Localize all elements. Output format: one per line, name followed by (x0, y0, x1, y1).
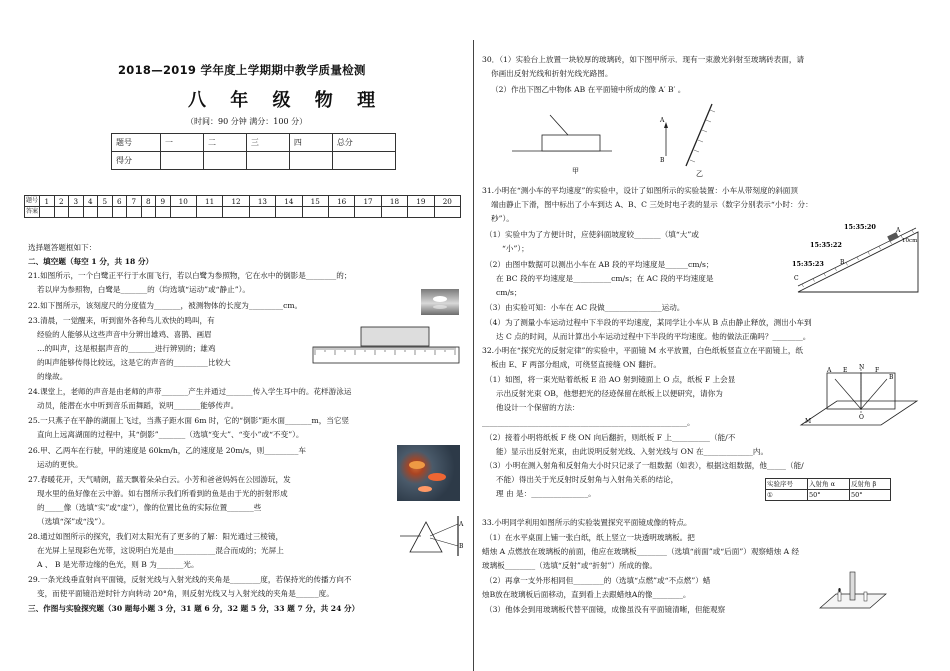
answer-cell[interactable] (249, 207, 275, 218)
q32-line2: 板由 E、F 两部分组成，可绕竖直接缝 ON 翻折。 (491, 360, 662, 369)
score-cell: 总分 (332, 134, 395, 152)
ramp-label-c: C (794, 275, 799, 282)
q24-line1: 24.课堂上，老师的声音是由老师的声带_______产生并通过_______传入学生耳中的。花样游泳运 (28, 387, 352, 396)
q22: 22.如下图所示，该刻度尺的分度值为_______，被测物体的长度为_________cm。 (28, 301, 303, 310)
answer-number: 1 (40, 196, 55, 207)
q26-line2: 运动的更快。 (37, 460, 83, 469)
q28-line2: 在光屏上呈现彩色光带，这说明白光是由___________混合而成的；光屏上 (37, 546, 284, 555)
left-column (25, 0, 465, 671)
score-cell: 二 (203, 134, 246, 152)
q28-line1: 28.通过如图所示的探究，我们对太阳光有了更多的了解：阳光通过三棱镜， (28, 532, 284, 541)
answer-cell[interactable] (196, 207, 222, 218)
q31-line2: 端由静止下滑，图中标出了小车到达 A、B、C 三处时电子表的显示（数字分别表示“小时：分： (491, 200, 813, 209)
time-a: 15:35:20 (844, 223, 876, 231)
reflect-label-n: N (859, 364, 865, 371)
answer-label: 答案 (25, 207, 40, 218)
q29-line2: 变，而使平面镜沿逆时针方向转动 20°角，则反射光线又与入射光线的夹角是______度。 (37, 589, 334, 598)
q23-line3: …的叫声，这是根据声音的_______进行辨别的；雄鸡 (37, 344, 216, 353)
answer-cell[interactable] (223, 207, 249, 218)
answer-cell[interactable] (328, 207, 354, 218)
q29-line1: 29.一条光线垂直射向平面镜，反射光线与入射光线的夹角是________度，若保持光的传播方向不 (28, 575, 352, 584)
answer-cell[interactable] (170, 207, 196, 218)
score-cell: 一 (161, 134, 204, 152)
reflect-label-m: M (805, 418, 812, 425)
score-cell: 四 (289, 134, 332, 152)
q32-part1c: 他设计一个保留的方法： (496, 403, 580, 412)
ruler-figure (311, 325, 461, 367)
answer-number: 13 (249, 196, 275, 207)
q31-part3: （3）由实验可知：小车在 AC 段做_______________运动。 (485, 303, 685, 312)
angle-cell: ① (766, 490, 808, 501)
answer-cell[interactable] (276, 207, 302, 218)
q32-part2b: 能）显示出反射光束，由此说明反射光线、入射光线与 ON 在_____________内。 (496, 447, 769, 456)
answer-number: 16 (328, 196, 354, 207)
q27-line1: 27.春暖花开，天气晴朗，蓝天飘着朵朵白云。小芳和爸爸妈妈在公园游玩，发 (28, 475, 291, 484)
answer-number: 17 (355, 196, 381, 207)
q27-line2: 现水里的鱼好像在云中游。如右图所示我们所看到的鱼是由于光的折射形成 (37, 489, 288, 498)
ramp-tick (846, 262, 848, 265)
reflect-label-b: B (889, 374, 894, 381)
ramp-tick (835, 268, 837, 271)
answer-number: 20 (434, 196, 460, 207)
prism-figure (400, 510, 464, 560)
answer-number: 5 (98, 196, 113, 207)
answer-cell[interactable] (408, 207, 434, 218)
candle-figure (818, 566, 888, 614)
heron-photo (421, 289, 459, 315)
answer-label: 题号 (25, 196, 40, 207)
angle-header: 入射角 α (808, 479, 850, 490)
q23-line2: 经验的人能够从这些声音中分辨出雄鸡、喜鹊、画眉 (37, 330, 212, 339)
answer-number: 14 (276, 196, 302, 207)
answer-cell[interactable] (112, 207, 127, 218)
q23-line5: 的缘故。 (37, 372, 68, 381)
ramp-label-a: A (896, 227, 901, 234)
prism-label-b: B (459, 543, 464, 550)
answer-number: 15 (302, 196, 328, 207)
q24-line2: 动员，能潜在水中听到音乐而舞蹈，说明_______能够传声。 (37, 401, 239, 410)
score-cell: 得分 (112, 152, 161, 170)
q33-part1a: （1）在水平桌面上铺一张白纸，纸上竖立一块透明玻璃板。把 (485, 533, 695, 542)
q31-part2b: 在 BC 段的平均速度是__________cm/s；在 AC 段的平均速度是 (496, 274, 714, 283)
angle-header: 实验序号 (766, 479, 808, 490)
ramp-unit: 10cm (902, 238, 918, 244)
answer-cell[interactable] (355, 207, 381, 218)
answer-cell[interactable] (54, 207, 69, 218)
answer-cell[interactable] (40, 207, 55, 218)
answer-number: 8 (141, 196, 156, 207)
answer-number: 4 (83, 196, 98, 207)
q33-part1b: 蜡烛 A 点燃放在玻璃板的前面，他应在玻璃板________（选填“前面”或“后面”）观察蜡烛 A 经 (482, 547, 800, 556)
answer-number: 12 (223, 196, 249, 207)
score-value-row (112, 152, 396, 170)
fig-yi-label: 乙 (696, 170, 703, 178)
q30-line3: （2）作出下图乙中物体 AB 在平面镜中所成的像 A′ B′ 。 (491, 85, 686, 94)
time-b: 15:35:22 (810, 241, 842, 249)
answer-number: 11 (196, 196, 222, 207)
answer-number: 6 (112, 196, 127, 207)
q32-part3b: 不能）得出关于光反射时反射角与入射角关系的结论， (496, 475, 679, 484)
q30-line2: 你画出反射光线和折射光线光路图。 (491, 69, 613, 78)
ramp-tick (857, 257, 859, 260)
q31-part1b: “小”）； (502, 244, 529, 253)
answer-blank-row (25, 207, 461, 218)
q32-part3a: （3）小明在测入射角和反射角大小时只记录了一组数据（如表），根据这组数据，他_____（能/ (485, 461, 804, 470)
object-label-a: A (660, 117, 665, 124)
section-3-heading: 三、作图与实验探究题（30 题每小题 3 分，31 题 6 分，32 题 5 分，33 题 7 分，共 24 分） (28, 604, 360, 613)
fig-jia-label: 甲 (572, 167, 579, 175)
score-input[interactable] (246, 152, 289, 170)
answer-number: 7 (127, 196, 142, 207)
reflect-label-e: E (843, 367, 848, 374)
mirror-figure (660, 100, 730, 180)
ramp-tick (879, 246, 881, 249)
angle-cell: 50° (849, 490, 890, 501)
q32-part2a: （2）接着小明将纸板 F 绕 ON 向后翻折，则纸板 F 上__________（能/不 (485, 433, 736, 442)
glass-block-figure (512, 105, 612, 175)
answer-cell[interactable] (98, 207, 113, 218)
q32-part1b: 示出反射光束 OB，他想把光的径迹保留在纸板上以便研究，请你为 (496, 389, 723, 398)
answer-number: 9 (156, 196, 171, 207)
q23-line1: 23.清晨，一觉醒来，听到窗外各种鸟儿欢快的鸣叫，有 (28, 316, 215, 325)
q31-part4a: （4）为了测量小车运动过程中下半段的平均速度，某同学让小车从 B 点由静止释放，测出小车到 (485, 318, 812, 327)
q31-part4b: 达 C 点的时间，从而计算出小车运动过程中下半段的平均速度。他的做法正确吗？________。 (496, 332, 811, 341)
q31-line3: 秒”）。 (491, 214, 514, 223)
answer-cell[interactable] (156, 207, 171, 218)
score-input[interactable] (161, 152, 204, 170)
q27-line4: （选填“深”或“浅”）。 (37, 517, 110, 526)
answer-cell[interactable] (141, 207, 156, 218)
q31-part2a: （2）由图中数据可以测出小车在 AB 段的平均速度是______cm/s； (485, 260, 714, 269)
ramp-tick (912, 230, 914, 233)
q32-line1: 32.小明在“探究光的反射定律”的实验中，平面镜 M 水平放置，白色纸板竖直立在平面镜上，纸 (482, 346, 804, 355)
score-input[interactable] (289, 152, 332, 170)
time-score: （时间：90 分钟 满分：100 分） (186, 117, 308, 126)
reflect-label-f: F (875, 367, 880, 374)
q32-part3c: 理 由 是：_______________。 (496, 489, 596, 498)
q25-line1: 25.一只燕子在平静的湖面上飞过，当燕子距水面 6m 时，它的“倒影”距水面_______m，当它竖 (28, 416, 350, 425)
reflect-label-o: O (859, 414, 864, 421)
q28-line3: A 、 B 是光带边缘的色光，则 B 为_______光。 (37, 560, 199, 569)
answer-number: 2 (54, 196, 69, 207)
q21-line1: 21.如图所示，一个白鹭正平行于水面飞行，若以白鹭为参照物，它在水中的倒影是________的； (28, 271, 352, 280)
exam-title: 2018—2019 学年度上学期期中教学质量检测 (118, 63, 366, 77)
answer-number: 19 (408, 196, 434, 207)
score-cell: 三 (246, 134, 289, 152)
q31-part2c: cm/s； (496, 288, 522, 297)
q33-line1: 33.小明同学利用如图所示的实验装置探究平面镜成像的特点。 (482, 518, 692, 527)
q23-line4: 的叫声能够传得比较远，这是它的声音的_________比较大 (37, 358, 231, 367)
q31-part1: （1）实验中为了方便计时，应使斜面坡度较_______（填“大”或 (485, 230, 699, 239)
prism-label-a: A (459, 521, 464, 528)
q32-part1d: ______________________________________________________。 (482, 418, 695, 427)
answer-cell[interactable] (434, 207, 460, 218)
answer-number: 3 (69, 196, 84, 207)
score-input[interactable] (203, 152, 246, 170)
score-table (111, 133, 396, 170)
answer-cell[interactable] (83, 207, 98, 218)
answer-cell[interactable] (127, 207, 142, 218)
answer-number: 18 (381, 196, 407, 207)
ramp-figure (792, 220, 922, 300)
angle-header-row (766, 479, 891, 490)
q33-part2a: （2）再拿一支外形相同但________的（选填“点燃”或“不点燃”）蜡 (485, 576, 711, 585)
q33-part1c: 玻璃板________（选填“反射”或“折射”）所成的像。 (482, 561, 657, 570)
object-label-b: B (660, 157, 665, 164)
ramp-tick (813, 279, 815, 282)
fish-photo (397, 445, 460, 501)
answer-table (24, 195, 461, 218)
answer-cell[interactable] (381, 207, 407, 218)
answer-number: 10 (170, 196, 196, 207)
q21-line2: 若以岸为参照物，白鹭是_______的（均选填“运动”或“静止”）。 (37, 285, 250, 294)
angle-data-row (766, 490, 891, 501)
q27-line3: 的_____像（选填“实”或“虚”），像的位置比鱼的实际位置_______些 (37, 503, 262, 512)
q25-line2: 直向上远离湖面的过程中，其“倒影”_______（选填“变大”、“变小”或“不变”）。 (37, 430, 304, 439)
angle-header: 反射角 β (849, 479, 890, 490)
q31-line1: 31.小明在“测小车的平均速度”的实验中，设计了如图所示的实验装置：小车从带刻度的斜面顶 (482, 186, 798, 195)
q26-line1: 26.甲、乙两车在行驶，甲的速度是 60km/h，乙的速度是 20m/s，则_________车 (28, 446, 306, 455)
reflection-figure (797, 365, 922, 433)
column-divider (473, 40, 474, 671)
ramp-tick (824, 273, 826, 276)
q30-line1: 30．（1）实验台上放置一块较厚的玻璃砖，如下图甲所示．现有一束激光斜射至玻璃砖表面，请 (482, 55, 805, 64)
fish-icon (397, 445, 460, 501)
time-c: 15:35:23 (792, 260, 824, 268)
ramp-tick (802, 284, 804, 287)
ramp-tick (868, 252, 870, 255)
reflect-label-a: A (827, 367, 832, 374)
answer-cell[interactable] (302, 207, 328, 218)
subject-title: 八 年 级 物 理 (188, 90, 385, 111)
right-column (482, 0, 922, 671)
q33-part3: （3）他体会到用玻璃板代替平面镜，成像虽没有平面镜清晰，但能观察 (485, 605, 726, 614)
answer-number-row (25, 196, 461, 207)
section-2-heading: 二、填空题（每空 1 分，共 18 分） (28, 257, 154, 266)
heron-icon (421, 289, 459, 315)
score-header-row (112, 134, 396, 152)
score-cell: 题号 (112, 134, 161, 152)
answer-cell[interactable] (69, 207, 84, 218)
ramp-label-b: B (840, 259, 845, 266)
angle-table (765, 478, 891, 501)
score-input[interactable] (332, 152, 395, 170)
angle-cell: 50° (808, 490, 850, 501)
q33-part2b: 烛B放在玻璃板后面移动，直到看上去跟蜡烛A的像________。 (482, 590, 691, 599)
q32-part1a: （1）如图，将一束光贴着纸板 E 沿 AO 射到镜面上 O 点，纸板 F 上会显 (485, 375, 736, 384)
choice-note: 选择题答题框如下： (28, 243, 97, 252)
